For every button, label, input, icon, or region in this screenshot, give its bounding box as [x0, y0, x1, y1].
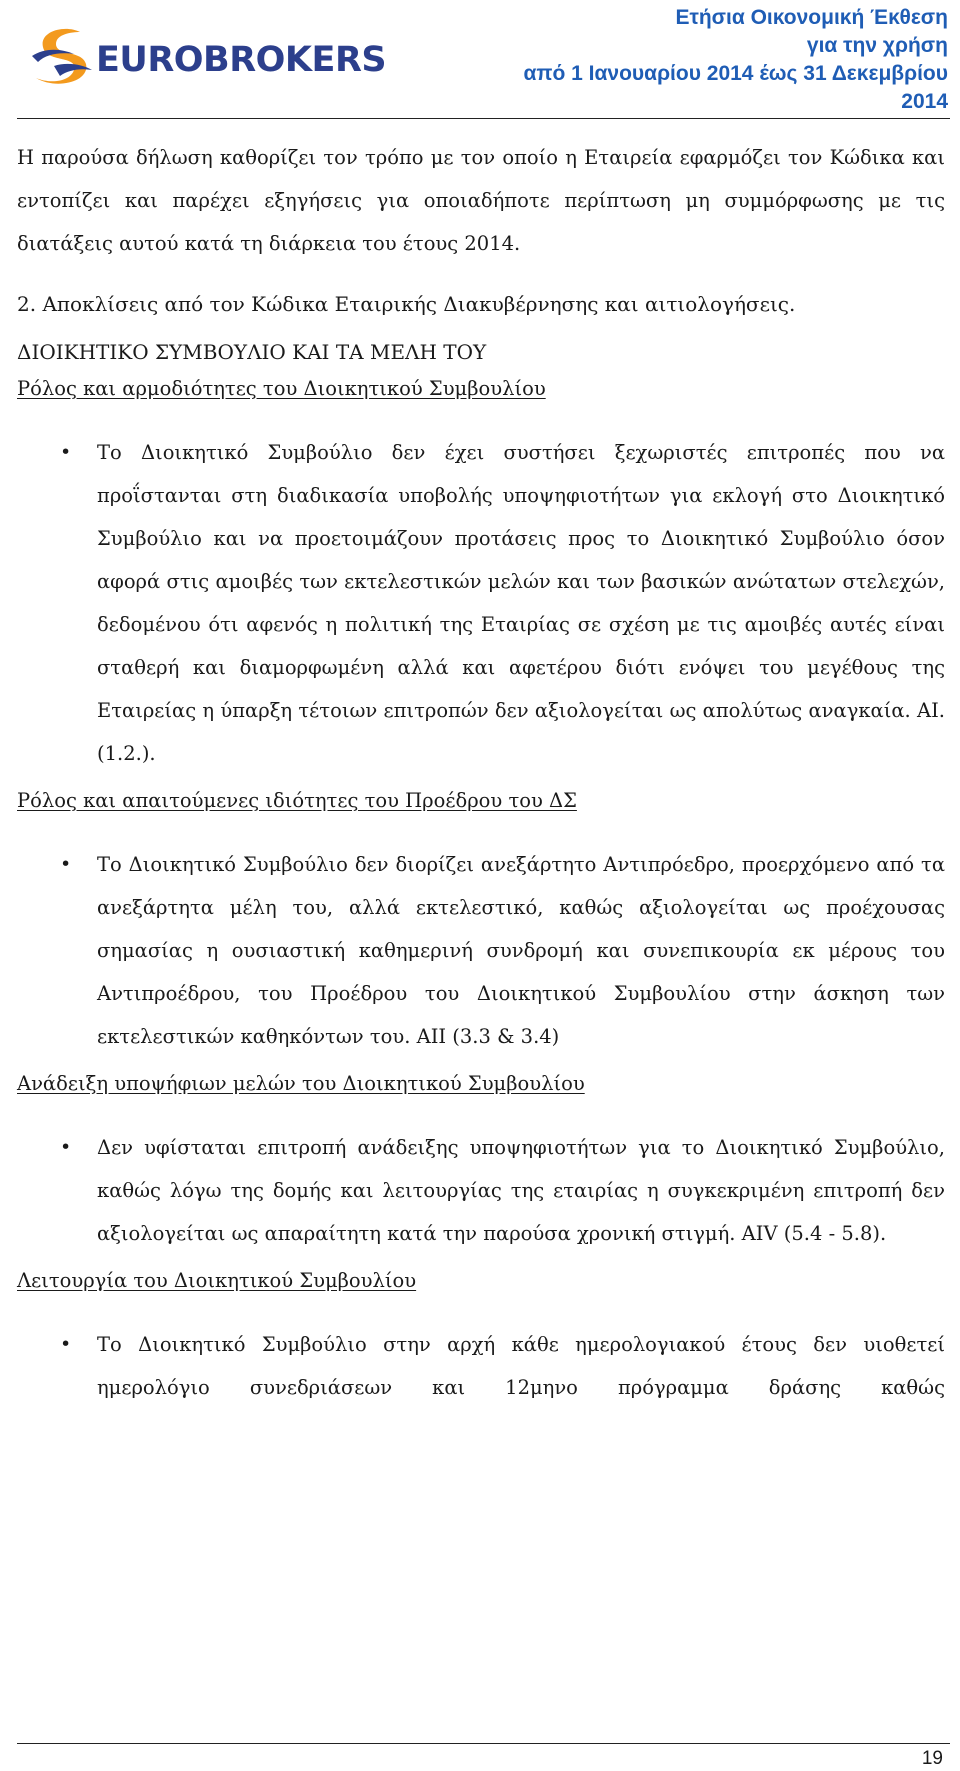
eurobrokers-logo [30, 26, 390, 90]
bullet-item [17, 1323, 945, 1409]
bullet-icon: • [60, 441, 72, 463]
section-heading: 2. Αποκλίσεις από τον Κώδικα Εταιρικής Διακυβέρνησης και αιτιολογήσεις. [17, 292, 796, 316]
page-number: 19 [921, 1748, 943, 1769]
board-heading: ΔΙΟΙΚΗΤΙΚΟ ΣΥΜΒΟΥΛΙΟ ΚΑΙ ΤΑ ΜΕΛΗ ΤΟΥ [17, 340, 487, 364]
bullet-item [17, 431, 945, 775]
bullet-text: Δεν υφίσταται επιτροπή ανάδειξης υποψηφιοτήτων για το Διοικητικό Συμβούλιο, καθώς λόγω της δομής και λειτουργίας της εταιρίας η συγκεκριμένη επιτροπή δεν αξιολογείται ως απαραίτητη κατά την παρούσα χρονική στιγμή. ΑΙV (5.4 - 5.8). [97, 1136, 945, 1245]
bullet-icon: • [60, 1333, 72, 1355]
page-header [0, 0, 960, 120]
subsection-title: Λειτουργία του Διοικητικού Συμβουλίου [17, 1269, 417, 1292]
header-divider [17, 118, 950, 119]
bullet-item [17, 843, 945, 1058]
logo-mark-icon [30, 26, 100, 90]
report-title-line: 2014 [901, 90, 948, 113]
subsection-title: Ρόλος και αρμοδιότητες του Διοικητικού Συμβουλίου [17, 377, 546, 400]
report-title-line: από 1 Ιανουαρίου 2014 έως 31 Δεκεμβρίου [523, 62, 948, 85]
logo-wordmark: EUROBROKERS [96, 40, 387, 80]
report-title-line: για την χρήση [806, 34, 948, 57]
report-title [388, 4, 948, 116]
bullet-text: Το Διοικητικό Συμβούλιο δεν έχει συστήσει ξεχωριστές επιτροπές που να προΐστανται στη διαδικασία υποβολής υποψηφιοτήτων για εκλογή στο Διοικητικό Συμβούλιο και να προετοιμάζουν προτάσεις προς το Διοικητικό Συμβούλιο όσον αφορά στις αμοιβές των εκτελεστικών μελών και των βασικών ανώτατων στελεχών, δεδομένου ότι αφενός η πολιτική της Εταιρίας σε σχέση με τις αμοιβές αυτές είναι σταθερή και διαμορφωμένη αλλά και αφετέρου διότι ενόψει του μεγέθους της Εταιρείας η ύπαρξη τέτοιων επιτροπών δεν αξιολογείται ως απολύτως αναγκαία. ΑΙ.(1.2.). [97, 441, 945, 765]
bullet-item [17, 1126, 945, 1255]
subsection-title: Ρόλος και απαιτούμενες ιδιότητες του Προέδρου του ΔΣ [17, 789, 577, 812]
document-body [17, 136, 945, 1409]
report-title-line: Ετήσια Οικονομική Έκθεση [675, 6, 948, 29]
bullet-text: Το Διοικητικό Συμβούλιο στην αρχή κάθε ημερολογιακού έτους δεν υιοθετεί ημερολόγιο συνεδριάσεων και 12μηνο πρόγραμμα δράσης καθώς [97, 1333, 945, 1399]
subsection-title: Ανάδειξη υποψήφιων μελών του Διοικητικού Συμβουλίου [17, 1072, 585, 1095]
bullet-icon: • [60, 853, 72, 875]
footer-divider [17, 1743, 950, 1744]
intro-paragraph: Η παρούσα δήλωση καθορίζει τον τρόπο με τον οποίο η Εταιρεία εφαρμόζει τον Κώδικα και εντοπίζει και παρέχει εξηγήσεις για οποιαδήποτε περίπτωση μη συμμόρφωσης με τις διατάξεις αυτού κατά τη διάρκεια του έτους 2014. [17, 146, 945, 255]
bullet-text: Το Διοικητικό Συμβούλιο δεν διορίζει ανεξάρτητο Αντιπρόεδρο, προερχόμενο από τα ανεξάρτητα μέλη του, αλλά εκτελεστικό, καθώς αξιολογείται ως προέχουσας σημασίας η ουσιαστική καθημερινή συνδρομή και συνεπικουρία εκ μέρους του Αντιπροέδρου, του Προέδρου του Διοικητικού Συμβουλίου στην άσκηση των εκτελεστικών καθηκόντων του. ΑΙΙ (3.3 & 3.4) [97, 853, 945, 1048]
bullet-icon: • [60, 1136, 72, 1158]
